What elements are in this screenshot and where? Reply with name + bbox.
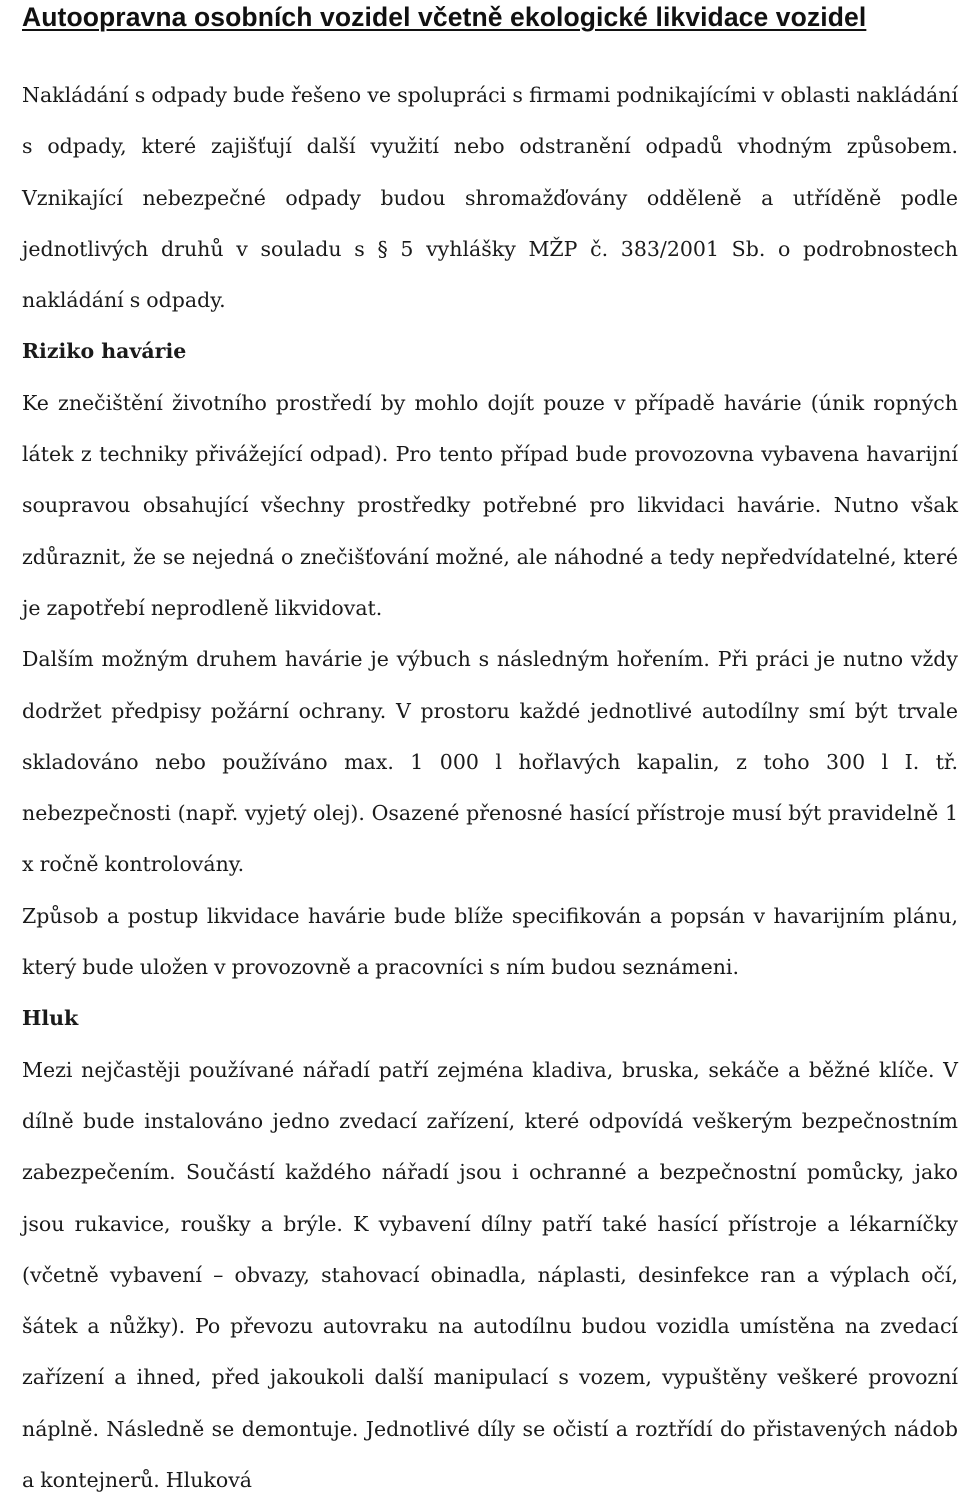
accident-paragraph-1: Ke znečištění životního prostředí by mohlo dojít pouze v případě havárie (únik ropných látek z techniky přivážející odpad). Pro tento případ bude provozovna vybavena havarijní soupravou obsahující všechny prostředky potřebné pro likvidaci havárie. Nutno však zdůraznit, že se nejedná o znečišťování možné, ale náhodné a tedy nepředvídatelné, které je zapotřebí neprodleně likvidovat.: [22, 390, 958, 620]
accident-paragraph-2: Dalším možným druhem havárie je výbuch s následným hořením. Při práci je nutno vždy dodržet předpisy požární ochrany. V prostoru každé jednotlivé autodílny smí být trvale skladováno nebo používáno max. 1 000 l hořlavých kapalin, z toho 300 l I. tř. nebezpečnosti (např. vyjetý olej). Osazené přenosné hasící přístroje musí být pravidelně 1 x ročně kontrolovány.: [22, 647, 958, 877]
document-page: [22, 0, 958, 1506]
noise-heading: Hluk: [22, 1006, 79, 1031]
waste-paragraph: Nakládání s odpady bude řešeno ve spolupráci s firmami podnikajícími v oblasti nakládání s odpady, které zajišťují další využití nebo odstranění odpadů vhodným způsobem. Vznikající nebezpečné odpady budou shromažďovány odděleně a utříděně podle jednotlivých druhů v souladu s § 5 vyhlášky MŽP č. 383/2001 Sb. o podrobnostech nakládání s odpady.: [22, 83, 958, 313]
document-title: Autoopravna osobních vozidel včetně ekologické likvidace vozidel: [22, 2, 867, 32]
accident-risk-heading: Riziko havárie: [22, 339, 187, 364]
accident-paragraph-3: Způsob a postup likvidace havárie bude blíže specifikován a popsán v havarijním plánu, který bude uložen v provozovně a pracovníci s ním budou seznámeni.: [22, 903, 958, 980]
document-body: [22, 70, 958, 1506]
noise-paragraph-1: Mezi nejčastěji používané nářadí patří zejména kladiva, bruska, sekáče a běžné klíče. V dílně bude instalováno jedno zvedací zařízení, které odpovídá veškerým bezpečnostním zabezpečením. Součástí každého nářadí jsou i ochranné a bezpečnostní pomůcky, jako jsou rukavice, roušky a brýle. K vybavení dílny patří také hasící přístroje a lékarníčky (včetně vybavení – obvazy, stahovací obinadla, náplasti, desinfekce ran a výplach očí, šátek a nůžky). Po převozu autovraku na autodílnu budou vozidla umístěna na zvedací zařízení a ihned, před jakoukoli další manipulací s vozem, vypuštěny veškeré provozní náplně. Následně se demontuje. Jednotlivé díly se očistí a roztřídí do přistavených nádob a kontejnerů. Hluková: [22, 1057, 958, 1493]
